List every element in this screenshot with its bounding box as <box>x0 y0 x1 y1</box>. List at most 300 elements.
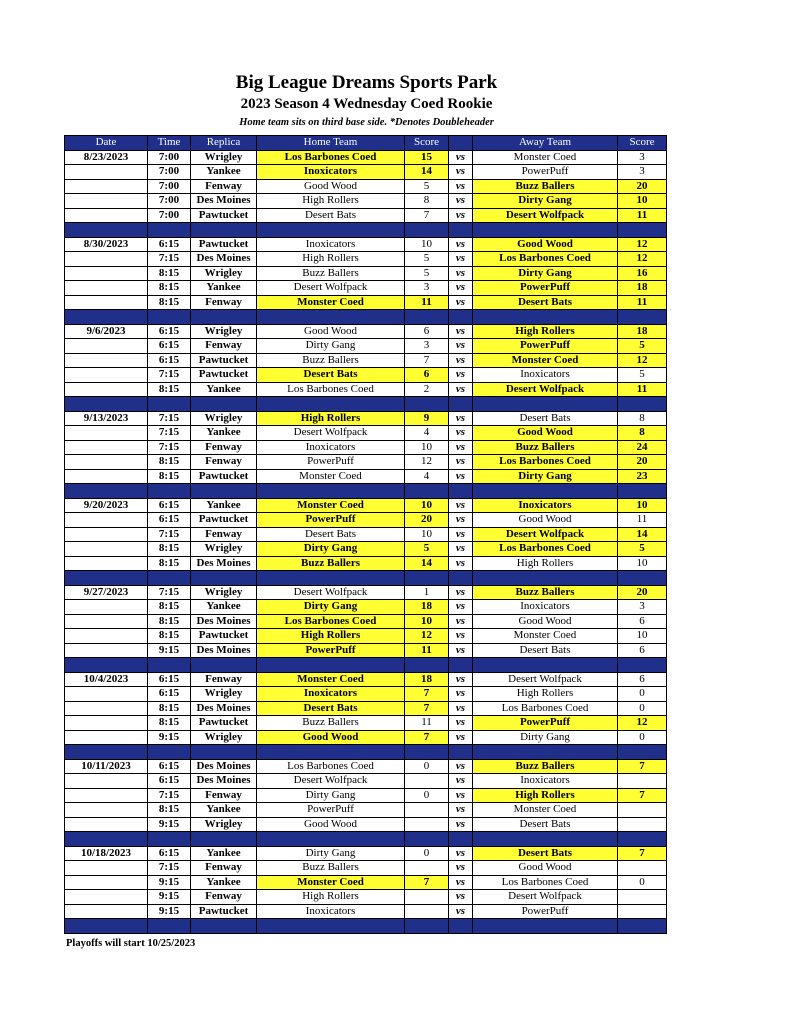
table-row <box>65 266 667 281</box>
vs-cell: vs <box>449 194 473 209</box>
time-cell: 9:15 <box>148 730 191 745</box>
away-team-cell: Inoxicators <box>473 368 618 383</box>
date-cell: 9/27/2023 <box>65 585 148 600</box>
replica-cell: Fenway <box>191 455 257 470</box>
vs-cell: vs <box>449 614 473 629</box>
table-row <box>65 803 667 818</box>
time-cell: 6:15 <box>148 672 191 687</box>
home-score-cell: 11 <box>405 295 449 310</box>
separator-cell <box>65 832 148 847</box>
home-team-cell: Los Barbones Coed <box>257 759 405 774</box>
time-cell: 6:15 <box>148 353 191 368</box>
table-row <box>65 701 667 716</box>
table-row <box>65 295 667 310</box>
table-row <box>65 672 667 687</box>
away-score-cell: 7 <box>618 759 667 774</box>
vs-cell: vs <box>449 411 473 426</box>
separator-cell <box>148 310 191 325</box>
table-row <box>65 237 667 252</box>
home-team-cell: Inoxicators <box>257 687 405 702</box>
away-score-cell: 0 <box>618 701 667 716</box>
vs-cell: vs <box>449 803 473 818</box>
vs-cell: vs <box>449 817 473 832</box>
time-cell: 8:15 <box>148 716 191 731</box>
table-row <box>65 281 667 296</box>
header-away-score: Score <box>618 136 667 151</box>
replica-cell: Des Moines <box>191 556 257 571</box>
time-cell: 8:15 <box>148 469 191 484</box>
date-cell: 9/6/2023 <box>65 324 148 339</box>
home-team-cell: Inoxicators <box>257 165 405 180</box>
vs-cell: vs <box>449 165 473 180</box>
away-score-cell: 3 <box>618 600 667 615</box>
away-score-cell: 3 <box>618 150 667 165</box>
time-cell: 6:15 <box>148 339 191 354</box>
replica-cell: Yankee <box>191 803 257 818</box>
separator-cell <box>148 745 191 760</box>
vs-cell: vs <box>449 556 473 571</box>
date-cell <box>65 527 148 542</box>
replica-cell: Pawtucket <box>191 716 257 731</box>
vs-cell: vs <box>449 759 473 774</box>
date-cell: 10/4/2023 <box>65 672 148 687</box>
separator-cell <box>618 223 667 238</box>
home-team-cell: Dirty Gang <box>257 339 405 354</box>
away-team-cell: Desert Wolfpack <box>473 672 618 687</box>
away-team-cell: Los Barbones Coed <box>473 701 618 716</box>
replica-cell: Wrigley <box>191 687 257 702</box>
replica-cell: Pawtucket <box>191 237 257 252</box>
home-score-cell: 9 <box>405 411 449 426</box>
away-team-cell: Dirty Gang <box>473 730 618 745</box>
replica-cell: Des Moines <box>191 614 257 629</box>
replica-cell: Yankee <box>191 165 257 180</box>
replica-cell: Fenway <box>191 861 257 876</box>
table-row <box>65 759 667 774</box>
home-team-cell: Inoxicators <box>257 904 405 919</box>
separator-cell <box>449 658 473 673</box>
home-team-cell: Desert Bats <box>257 208 405 223</box>
away-score-cell <box>618 774 667 789</box>
table-row <box>65 861 667 876</box>
separator-cell <box>618 832 667 847</box>
table-row <box>65 252 667 267</box>
table-row <box>65 614 667 629</box>
home-score-cell: 11 <box>405 643 449 658</box>
header-time: Time <box>148 136 191 151</box>
vs-cell: vs <box>449 266 473 281</box>
home-score-cell: 20 <box>405 513 449 528</box>
away-team-cell: Buzz Ballers <box>473 179 618 194</box>
separator-cell <box>405 745 449 760</box>
home-score-cell <box>405 861 449 876</box>
replica-cell: Wrigley <box>191 730 257 745</box>
separator-cell <box>405 832 449 847</box>
replica-cell: Des Moines <box>191 194 257 209</box>
separator-cell <box>473 310 618 325</box>
home-score-cell: 4 <box>405 469 449 484</box>
home-score-cell: 8 <box>405 194 449 209</box>
separator-cell <box>148 571 191 586</box>
separator-cell <box>65 484 148 499</box>
replica-cell: Fenway <box>191 179 257 194</box>
separator-cell <box>473 919 618 934</box>
separator-cell <box>405 397 449 412</box>
away-score-cell: 7 <box>618 846 667 861</box>
separator-cell <box>65 223 148 238</box>
away-score-cell: 8 <box>618 411 667 426</box>
home-team-cell: Buzz Ballers <box>257 556 405 571</box>
separator-cell <box>148 832 191 847</box>
date-cell: 10/11/2023 <box>65 759 148 774</box>
away-score-cell: 16 <box>618 266 667 281</box>
table-row <box>65 513 667 528</box>
table-row <box>65 904 667 919</box>
replica-cell: Wrigley <box>191 150 257 165</box>
separator-cell <box>191 745 257 760</box>
replica-cell: Fenway <box>191 440 257 455</box>
time-cell: 9:15 <box>148 643 191 658</box>
away-team-cell: High Rollers <box>473 324 618 339</box>
time-cell: 6:15 <box>148 237 191 252</box>
separator-cell <box>473 571 618 586</box>
away-team-cell: High Rollers <box>473 687 618 702</box>
vs-cell: vs <box>449 643 473 658</box>
home-team-cell: Monster Coed <box>257 672 405 687</box>
replica-cell: Des Moines <box>191 643 257 658</box>
time-cell: 6:15 <box>148 687 191 702</box>
away-team-cell: Monster Coed <box>473 803 618 818</box>
table-row <box>65 426 667 441</box>
home-team-cell: Desert Wolfpack <box>257 774 405 789</box>
away-score-cell: 10 <box>618 629 667 644</box>
separator-cell <box>473 484 618 499</box>
vs-cell: vs <box>449 527 473 542</box>
table-row <box>65 774 667 789</box>
vs-cell: vs <box>449 440 473 455</box>
away-score-cell: 23 <box>618 469 667 484</box>
away-score-cell: 6 <box>618 614 667 629</box>
date-cell <box>65 861 148 876</box>
separator-cell <box>191 658 257 673</box>
vs-cell: vs <box>449 382 473 397</box>
separator-cell <box>257 484 405 499</box>
table-row <box>65 455 667 470</box>
home-team-cell: Desert Wolfpack <box>257 585 405 600</box>
home-score-cell: 0 <box>405 759 449 774</box>
home-score-cell: 18 <box>405 672 449 687</box>
time-cell: 9:15 <box>148 875 191 890</box>
replica-cell: Wrigley <box>191 324 257 339</box>
vs-cell: vs <box>449 701 473 716</box>
header-home-team: Home Team <box>257 136 405 151</box>
away-score-cell: 8 <box>618 426 667 441</box>
home-team-cell: Inoxicators <box>257 237 405 252</box>
away-team-cell: PowerPuff <box>473 904 618 919</box>
home-team-cell: Los Barbones Coed <box>257 382 405 397</box>
home-score-cell: 10 <box>405 440 449 455</box>
home-team-cell: Dirty Gang <box>257 542 405 557</box>
date-cell <box>65 629 148 644</box>
vs-cell: vs <box>449 150 473 165</box>
replica-cell: Pawtucket <box>191 353 257 368</box>
header-row <box>65 136 667 151</box>
home-score-cell: 10 <box>405 527 449 542</box>
separator-cell <box>405 571 449 586</box>
away-score-cell: 14 <box>618 527 667 542</box>
separator-cell <box>449 832 473 847</box>
home-team-cell: Dirty Gang <box>257 788 405 803</box>
date-cell <box>65 788 148 803</box>
home-team-cell: PowerPuff <box>257 643 405 658</box>
date-cell <box>65 179 148 194</box>
time-cell: 6:15 <box>148 759 191 774</box>
home-team-cell: PowerPuff <box>257 513 405 528</box>
vs-cell: vs <box>449 252 473 267</box>
separator-cell <box>148 484 191 499</box>
time-cell: 7:00 <box>148 208 191 223</box>
home-score-cell: 3 <box>405 281 449 296</box>
separator-cell <box>618 310 667 325</box>
header-date: Date <box>65 136 148 151</box>
away-team-cell: Los Barbones Coed <box>473 542 618 557</box>
date-cell: 8/23/2023 <box>65 150 148 165</box>
vs-cell: vs <box>449 426 473 441</box>
home-score-cell: 10 <box>405 614 449 629</box>
home-team-cell: Monster Coed <box>257 469 405 484</box>
replica-cell: Pawtucket <box>191 904 257 919</box>
time-cell: 7:15 <box>148 861 191 876</box>
away-score-cell: 5 <box>618 542 667 557</box>
date-cell <box>65 890 148 905</box>
away-score-cell: 11 <box>618 295 667 310</box>
away-score-cell: 20 <box>618 585 667 600</box>
away-team-cell: PowerPuff <box>473 339 618 354</box>
page-title: Big League Dreams Sports Park <box>235 72 498 93</box>
date-cell <box>65 455 148 470</box>
away-score-cell: 18 <box>618 324 667 339</box>
separator-cell <box>473 223 618 238</box>
home-team-cell: Monster Coed <box>257 875 405 890</box>
date-cell <box>65 716 148 731</box>
table-row <box>65 542 667 557</box>
home-team-cell: Desert Bats <box>257 368 405 383</box>
table-row <box>65 875 667 890</box>
vs-cell: vs <box>449 208 473 223</box>
separator-cell <box>257 310 405 325</box>
home-score-cell: 7 <box>405 875 449 890</box>
table-row <box>65 817 667 832</box>
separator-cell <box>405 919 449 934</box>
table-row <box>65 194 667 209</box>
home-team-cell: Desert Bats <box>257 527 405 542</box>
schedule-table <box>64 135 667 934</box>
away-score-cell: 11 <box>618 208 667 223</box>
time-cell: 8:15 <box>148 600 191 615</box>
vs-cell: vs <box>449 339 473 354</box>
home-score-cell: 7 <box>405 701 449 716</box>
vs-cell: vs <box>449 687 473 702</box>
date-cell <box>65 426 148 441</box>
date-cell <box>65 382 148 397</box>
home-score-cell <box>405 774 449 789</box>
replica-cell: Wrigley <box>191 411 257 426</box>
time-cell: 7:15 <box>148 252 191 267</box>
away-score-cell: 20 <box>618 179 667 194</box>
table-row <box>65 556 667 571</box>
separator-cell <box>191 484 257 499</box>
away-team-cell: Monster Coed <box>473 629 618 644</box>
vs-cell: vs <box>449 716 473 731</box>
home-team-cell: Monster Coed <box>257 498 405 513</box>
time-cell: 7:15 <box>148 411 191 426</box>
time-cell: 8:15 <box>148 701 191 716</box>
replica-cell: Yankee <box>191 281 257 296</box>
week-separator <box>65 832 667 847</box>
home-team-cell: Desert Bats <box>257 701 405 716</box>
separator-cell <box>449 223 473 238</box>
table-row <box>65 179 667 194</box>
separator-cell <box>473 397 618 412</box>
replica-cell: Yankee <box>191 875 257 890</box>
home-score-cell: 7 <box>405 208 449 223</box>
week-separator <box>65 397 667 412</box>
home-team-cell: Los Barbones Coed <box>257 614 405 629</box>
date-cell <box>65 817 148 832</box>
time-cell: 7:00 <box>148 150 191 165</box>
away-team-cell: Buzz Ballers <box>473 585 618 600</box>
time-cell: 6:15 <box>148 513 191 528</box>
home-score-cell: 5 <box>405 179 449 194</box>
date-cell <box>65 266 148 281</box>
time-cell: 7:00 <box>148 165 191 180</box>
schedule-note: Home team sits on third base side. *Denotes Doubleheader <box>239 117 494 128</box>
separator-cell <box>257 571 405 586</box>
vs-cell: vs <box>449 904 473 919</box>
replica-cell: Fenway <box>191 295 257 310</box>
time-cell: 9:15 <box>148 890 191 905</box>
separator-cell <box>405 310 449 325</box>
date-cell <box>65 875 148 890</box>
separator-cell <box>449 397 473 412</box>
header-vs <box>449 136 473 151</box>
away-team-cell: Desert Bats <box>473 846 618 861</box>
separator-cell <box>405 484 449 499</box>
time-cell: 9:15 <box>148 817 191 832</box>
away-score-cell: 6 <box>618 672 667 687</box>
date-cell <box>65 803 148 818</box>
time-cell: 7:15 <box>148 527 191 542</box>
time-cell: 8:15 <box>148 281 191 296</box>
away-score-cell: 5 <box>618 368 667 383</box>
separator-cell <box>449 571 473 586</box>
home-team-cell: PowerPuff <box>257 803 405 818</box>
away-score-cell: 0 <box>618 687 667 702</box>
table-row <box>65 498 667 513</box>
home-score-cell <box>405 817 449 832</box>
separator-cell <box>618 571 667 586</box>
away-team-cell: Desert Wolfpack <box>473 527 618 542</box>
time-cell: 8:15 <box>148 382 191 397</box>
away-score-cell: 7 <box>618 788 667 803</box>
replica-cell: Fenway <box>191 890 257 905</box>
separator-cell <box>191 919 257 934</box>
replica-cell: Pawtucket <box>191 513 257 528</box>
separator-cell <box>148 223 191 238</box>
away-team-cell: Los Barbones Coed <box>473 455 618 470</box>
table-row <box>65 730 667 745</box>
home-score-cell: 6 <box>405 368 449 383</box>
date-cell <box>65 281 148 296</box>
home-score-cell: 14 <box>405 165 449 180</box>
replica-cell: Fenway <box>191 527 257 542</box>
table-row <box>65 208 667 223</box>
replica-cell: Yankee <box>191 498 257 513</box>
table-row <box>65 411 667 426</box>
away-score-cell: 20 <box>618 455 667 470</box>
away-score-cell: 10 <box>618 498 667 513</box>
time-cell: 8:15 <box>148 266 191 281</box>
separator-cell <box>257 223 405 238</box>
separator-cell <box>148 658 191 673</box>
time-cell: 7:15 <box>148 426 191 441</box>
separator-cell <box>148 919 191 934</box>
home-team-cell: Desert Wolfpack <box>257 426 405 441</box>
replica-cell: Yankee <box>191 846 257 861</box>
vs-cell: vs <box>449 629 473 644</box>
home-team-cell: Monster Coed <box>257 295 405 310</box>
separator-cell <box>618 397 667 412</box>
table-row <box>65 716 667 731</box>
date-cell <box>65 687 148 702</box>
separator-cell <box>65 310 148 325</box>
home-score-cell: 0 <box>405 846 449 861</box>
away-score-cell: 12 <box>618 716 667 731</box>
separator-cell <box>191 310 257 325</box>
date-cell <box>65 614 148 629</box>
separator-cell <box>191 223 257 238</box>
separator-cell <box>257 658 405 673</box>
home-team-cell: Desert Wolfpack <box>257 281 405 296</box>
replica-cell: Pawtucket <box>191 208 257 223</box>
date-cell: 8/30/2023 <box>65 237 148 252</box>
table-row <box>65 440 667 455</box>
home-team-cell: Buzz Ballers <box>257 861 405 876</box>
away-team-cell: Desert Wolfpack <box>473 382 618 397</box>
time-cell: 7:00 <box>148 194 191 209</box>
vs-cell: vs <box>449 455 473 470</box>
time-cell: 9:15 <box>148 904 191 919</box>
replica-cell: Fenway <box>191 788 257 803</box>
table-row <box>65 629 667 644</box>
time-cell: 6:15 <box>148 846 191 861</box>
vs-cell: vs <box>449 469 473 484</box>
home-score-cell: 18 <box>405 600 449 615</box>
week-separator <box>65 745 667 760</box>
table-row <box>65 150 667 165</box>
table-row <box>65 368 667 383</box>
date-cell <box>65 600 148 615</box>
time-cell: 8:15 <box>148 556 191 571</box>
home-team-cell: Buzz Ballers <box>257 716 405 731</box>
table-row <box>65 469 667 484</box>
time-cell: 6:15 <box>148 498 191 513</box>
date-cell <box>65 440 148 455</box>
away-team-cell: Inoxicators <box>473 774 618 789</box>
date-cell <box>65 730 148 745</box>
time-cell: 7:15 <box>148 440 191 455</box>
vs-cell: vs <box>449 846 473 861</box>
